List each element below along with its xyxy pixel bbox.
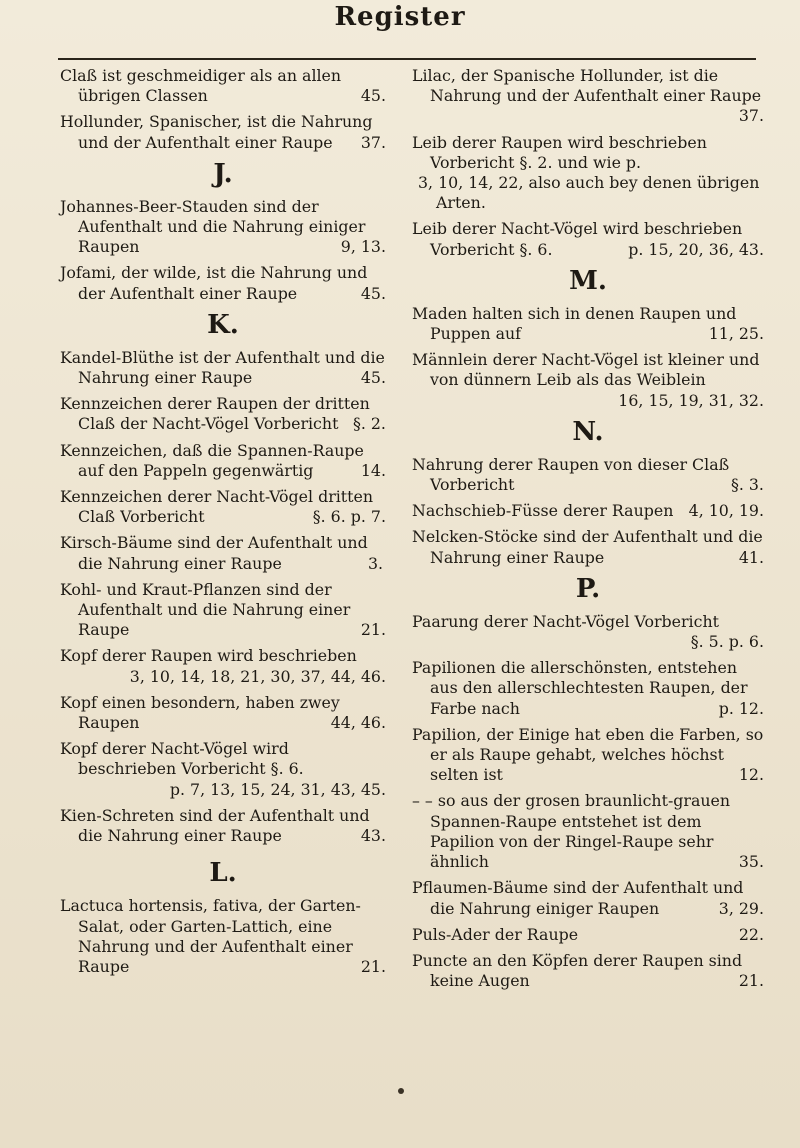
index-entry bbox=[60, 263, 386, 303]
entry-ref: 41. bbox=[738, 547, 764, 567]
entry-ref: §. 3. bbox=[730, 475, 764, 495]
entry-ref: 45. bbox=[360, 86, 386, 106]
entry-text: Puncte an den Köpfen derer Raupen sind keine Augen bbox=[412, 950, 743, 991]
entry-text: Johannes-Beer-Stauden sind der Aufenthalt und die Nahrung einiger Raupen bbox=[60, 196, 366, 257]
entry-ref: 3, 10, 14, 22, also auch bey denen übrigen Arten. bbox=[418, 173, 760, 213]
entry-ref: 45. bbox=[360, 283, 386, 303]
entry-text: Leib derer Nacht-Vögel wird beschrieben Vorbericht §. 6. bbox=[412, 219, 743, 259]
entry-text: Kirsch-Bäume sind der Aufenthalt und die Nahrung einer Raupe bbox=[60, 533, 368, 573]
entry-text: Papilionen die allerschönsten, entstehen aus den allerschlechtesten Raupen, der Farbe nach bbox=[412, 658, 748, 718]
entry-ref: 35. bbox=[738, 852, 764, 872]
page-header: Register bbox=[334, 2, 466, 32]
entry-ref: §. 5. p. 6. bbox=[690, 632, 764, 652]
index-entry bbox=[60, 197, 386, 258]
entry-ref: 3, 10, 14, 18, 21, 30, 37, 44, 46. bbox=[129, 666, 386, 686]
entry-text: Kohl- und Kraut-Pflanzen sind der Aufenthalt und die Nahrung einer Raupe bbox=[60, 579, 351, 640]
entry-ref: 16, 15, 19, 31, 32. bbox=[618, 390, 764, 410]
index-entry bbox=[60, 896, 386, 977]
entry-ref: 22. bbox=[738, 924, 764, 944]
entry-text: Nachschieb-Füsse derer Raupen bbox=[412, 501, 674, 521]
entry-text: Leib derer Raupen wird beschrieben Vorbericht §. 2. und wie p. bbox=[412, 132, 707, 172]
section-letter: J. bbox=[213, 158, 233, 189]
entry-ref: 21. bbox=[738, 971, 764, 991]
index-entry bbox=[60, 66, 386, 106]
entry-ref: 12. bbox=[738, 765, 764, 785]
entry-ref: 44, 46. bbox=[330, 713, 386, 733]
index-entry bbox=[412, 878, 764, 918]
entry-text: Lilac, der Spanische Hollunder, ist die Nahrung und der Aufenthalt einer Raupe bbox=[412, 66, 762, 106]
index-entry bbox=[60, 441, 386, 481]
entry-text: – – so aus der grosen braunlicht-grauen Spannen-Raupe entstehet ist dem Papilion von der Ringel-Raupe sehr ähnlich bbox=[412, 791, 731, 872]
index-entry bbox=[412, 501, 764, 521]
index-entry bbox=[412, 133, 764, 214]
entry-ref: 21. bbox=[360, 956, 386, 976]
entry-text: Kandel-Blüthe ist der Aufenthalt und die Nahrung einer Raupe bbox=[60, 347, 385, 388]
left-column bbox=[60, 66, 386, 983]
entry-ref: 45. bbox=[360, 368, 386, 388]
entry-ref: p. 15, 20, 36, 43. bbox=[628, 239, 764, 259]
right-column bbox=[412, 66, 764, 997]
index-entry bbox=[412, 612, 764, 652]
section-letter: K. bbox=[207, 309, 239, 340]
index-entry bbox=[60, 739, 386, 800]
entry-text: Kopf derer Nacht-Vögel wird beschrieben Vorbericht §. 6. bbox=[60, 739, 304, 779]
entry-text: Kennzeichen, daß die Spannen-Raupe auf den Pappeln gegenwärtig bbox=[60, 440, 364, 480]
entry-ref: §. 6. p. 7. bbox=[312, 507, 386, 527]
entry-text: Kopf einen besondern, haben zwey Raupen bbox=[60, 692, 340, 733]
index-entry bbox=[412, 791, 764, 872]
entry-text: Kien-Schreten sind der Aufenthalt und die Nahrung einer Raupe bbox=[60, 805, 370, 846]
entry-ref: 37. bbox=[738, 106, 764, 126]
entry-text: Kopf derer Raupen wird beschrieben bbox=[60, 646, 357, 666]
index-entry bbox=[60, 394, 386, 434]
index-entry bbox=[60, 348, 386, 388]
index-entry bbox=[412, 219, 764, 259]
entry-ref: 37. bbox=[360, 132, 386, 152]
entry-text: Claß ist geschmeidiger als an allen übrigen Classen bbox=[60, 66, 342, 106]
entry-text: Papilion, der Einige hat eben die Farben, so er als Raupe gehabt, welches höchst selten ist bbox=[412, 724, 764, 785]
section-letter: M. bbox=[569, 265, 607, 296]
entry-ref: 21. bbox=[360, 620, 386, 640]
entry-ref: 43. bbox=[360, 826, 386, 846]
index-entry bbox=[60, 533, 386, 573]
index-entry bbox=[412, 304, 764, 344]
section-letter: N. bbox=[572, 416, 604, 447]
entry-text: Männlein derer Nacht-Vögel ist kleiner und von dünnern Leib als das Weiblein bbox=[412, 350, 760, 390]
index-entry bbox=[60, 580, 386, 641]
index-entry bbox=[60, 693, 386, 733]
index-entry bbox=[412, 350, 764, 411]
entry-text: Maden halten sich in denen Raupen und Puppen auf bbox=[412, 303, 737, 344]
entry-ref: p. 12. bbox=[718, 698, 764, 718]
entry-text: Lactuca hortensis, fativa, der Garten-Salat, oder Garten-Lattich, eine Nahrung und der Aufenthalt einer Raupe bbox=[60, 896, 361, 976]
header-rule bbox=[58, 58, 756, 60]
entry-text: Nahrung derer Raupen von dieser Claß Vorbericht bbox=[412, 454, 730, 495]
entry-text: Hollunder, Spanischer, ist die Nahrung und der Aufenthalt einer Raupe bbox=[60, 112, 373, 152]
entry-text: Pflaumen-Bäume sind der Aufenthalt und die Nahrung einiger Raupen bbox=[412, 878, 744, 918]
entry-ref: 14. bbox=[360, 460, 386, 480]
entry-text: Nelcken-Stöcke sind der Aufenthalt und die Nahrung einer Raupe bbox=[412, 527, 763, 567]
entry-text: Puls-Ader der Raupe bbox=[412, 924, 579, 944]
index-entry bbox=[412, 658, 764, 719]
entry-text: Paarung derer Nacht-Vögel Vorbericht bbox=[412, 611, 719, 631]
index-entry bbox=[412, 527, 764, 567]
entry-ref: §. 2. bbox=[352, 414, 386, 434]
entry-text: Kennzeichen derer Raupen der dritten Claß der Nacht-Vögel Vorbericht bbox=[60, 394, 370, 434]
index-entry bbox=[412, 951, 764, 991]
entry-text: Jofami, der wilde, ist die Nahrung und der Aufenthalt einer Raupe bbox=[60, 263, 368, 303]
section-letter: P. bbox=[575, 573, 601, 604]
index-entry bbox=[412, 725, 764, 786]
entry-ref: p. 7, 13, 15, 24, 31, 43, 45. bbox=[169, 779, 386, 799]
entry-ref: 3. bbox=[368, 553, 384, 573]
entry-ref: 11, 25. bbox=[708, 324, 764, 344]
section-letter: L. bbox=[209, 858, 237, 889]
entry-ref: 9, 13. bbox=[340, 237, 386, 257]
index-entry bbox=[60, 487, 386, 527]
index-entry bbox=[60, 112, 386, 152]
index-entry bbox=[60, 646, 386, 686]
index-entry bbox=[412, 925, 764, 945]
entry-ref: 3, 29. bbox=[718, 898, 764, 918]
index-entry bbox=[412, 66, 764, 127]
index-entry bbox=[60, 806, 386, 846]
entry-text: Kennzeichen derer Nacht-Vögel dritten Claß Vorbericht bbox=[60, 487, 374, 527]
index-entry bbox=[412, 455, 764, 495]
ink-spot bbox=[398, 1088, 404, 1094]
entry-ref: 4, 10, 19. bbox=[688, 501, 764, 521]
